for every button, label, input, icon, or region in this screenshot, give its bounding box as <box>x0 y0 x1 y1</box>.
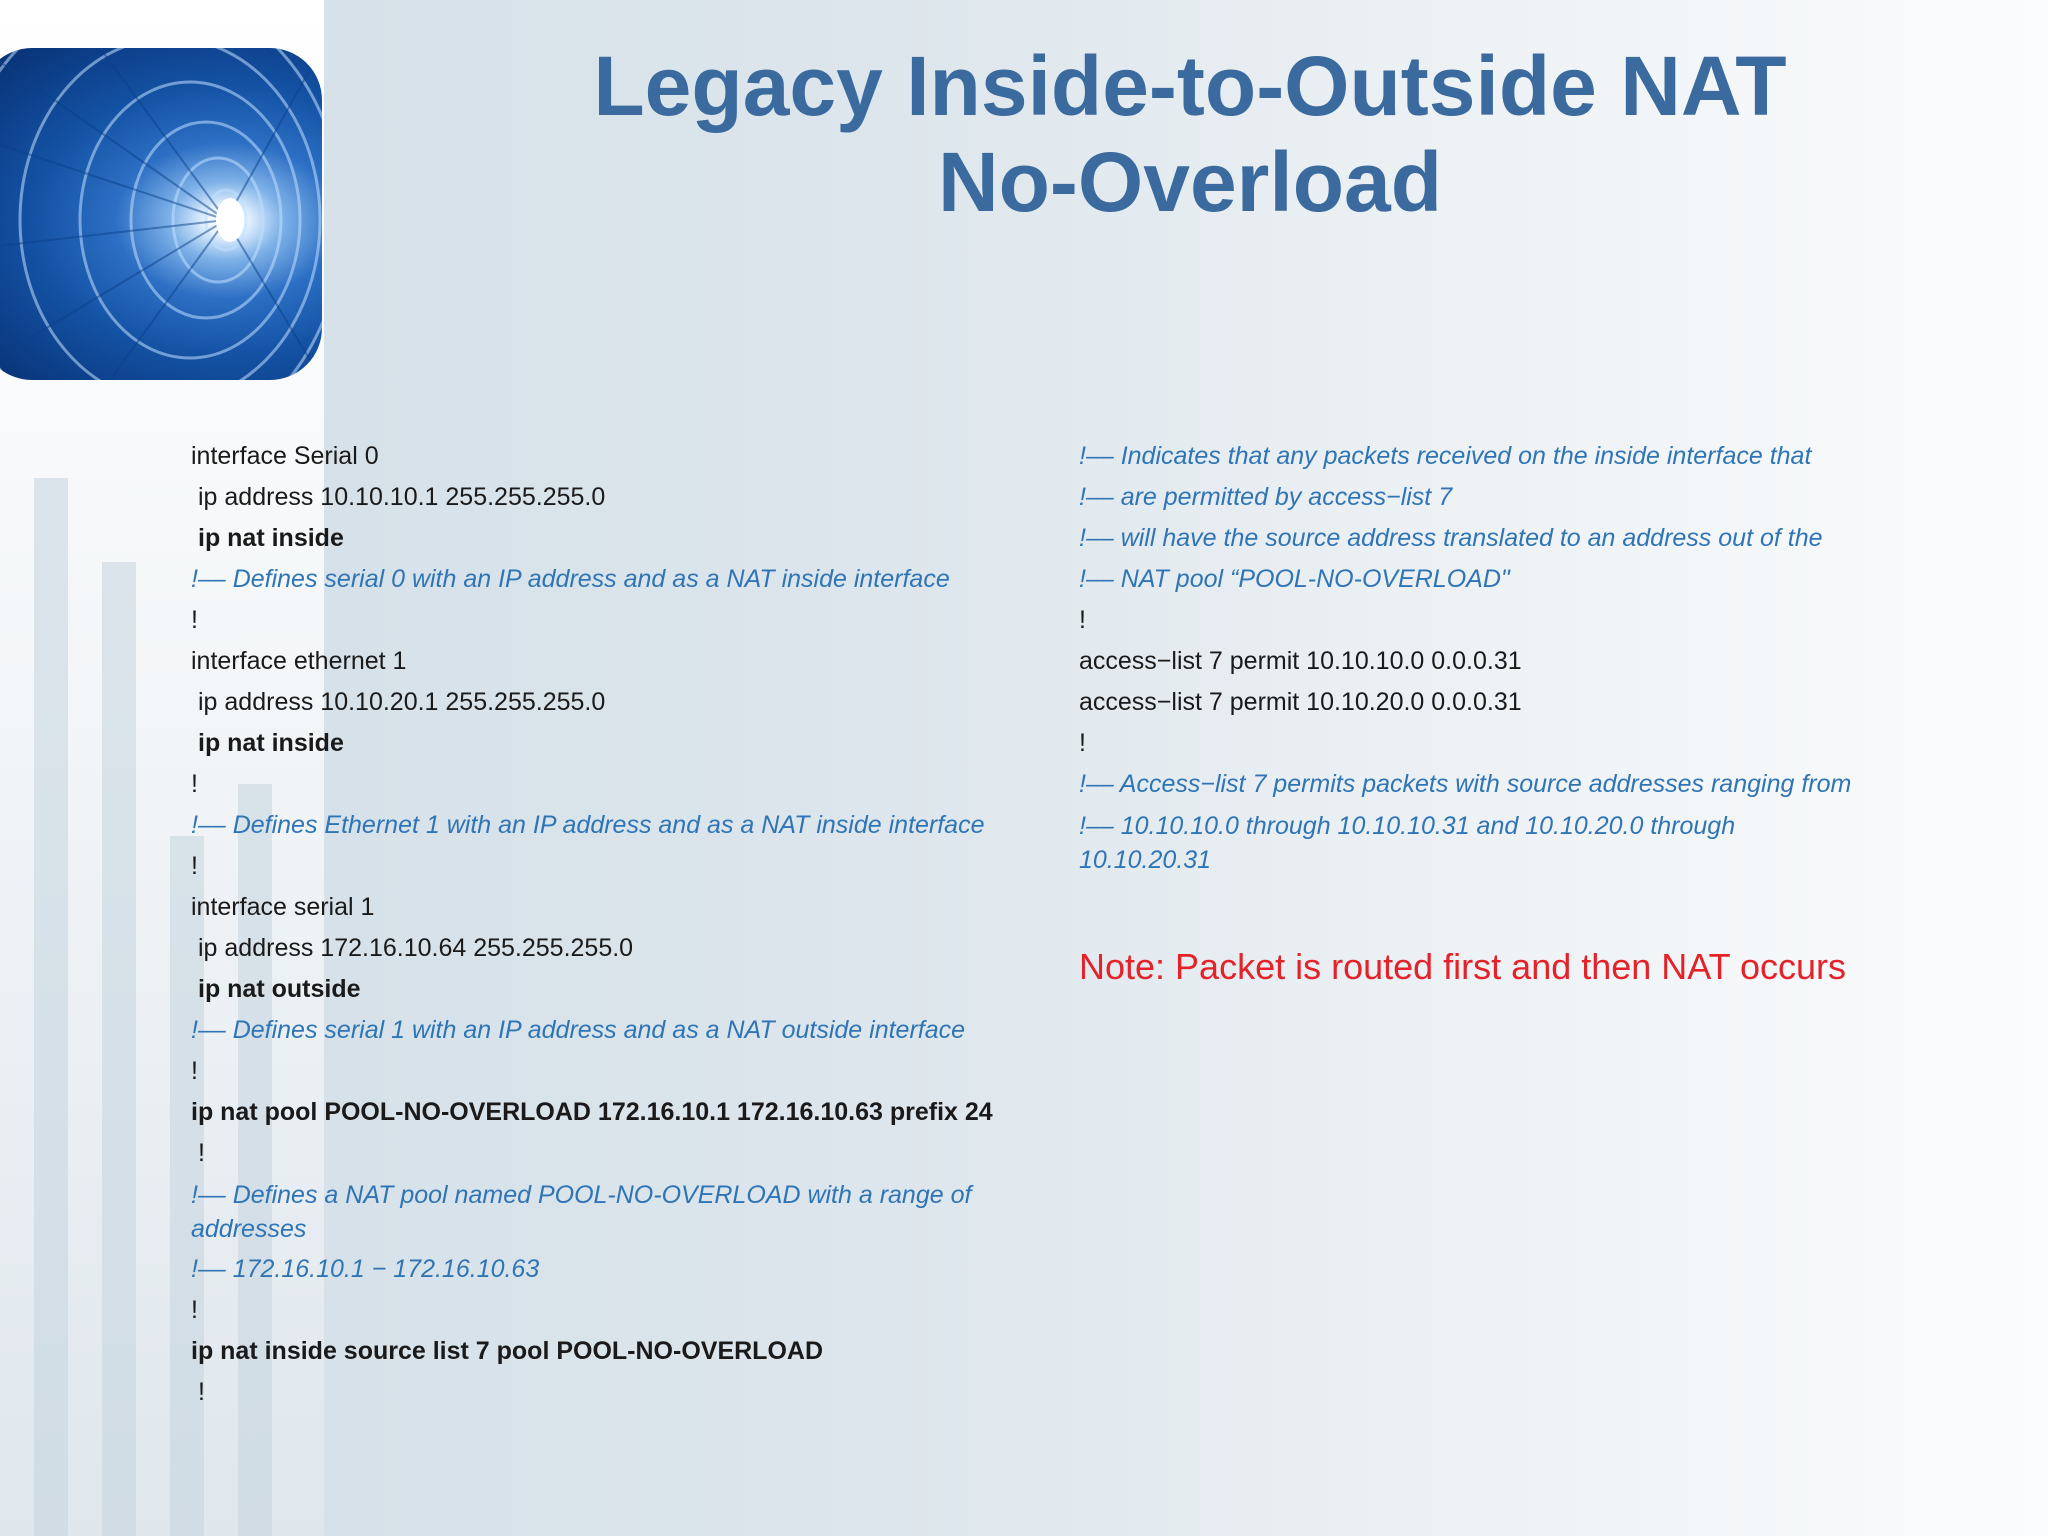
config-command: ip nat pool POOL-NO-OVERLOAD 172.16.10.1 172.16.10.63 prefix 24 <box>191 1098 993 1126</box>
config-comment: !–– Defines serial 0 with an IP address and as a NAT inside interface <box>191 565 950 593</box>
note-text: Note: Packet is routed first and then NAT occurs <box>1079 946 1847 987</box>
config-line: ip address 10.10.20.1 255.255.255.0 <box>198 688 606 716</box>
config-comment: !–– are permitted by access−list 7 <box>1079 483 1453 511</box>
config-line: access−list 7 permit 10.10.10.0 0.0.0.31 <box>1079 647 1522 675</box>
config-line: interface ethernet 1 <box>191 647 407 675</box>
slide-title <box>540 38 1840 230</box>
config-comment: !–– Indicates that any packets received on the inside interface that <box>1079 442 1812 470</box>
config-comment: !–– 10.10.10.0 through 10.10.10.31 and 10.10.20.0 through 10.10.20.31 <box>1079 812 1736 874</box>
config-comment: !–– Defines a NAT pool named POOL-NO-OVERLOAD with a range of addresses <box>191 1181 972 1243</box>
spacer <box>1079 880 1899 946</box>
config-separator: ! <box>191 1296 198 1324</box>
config-separator: ! <box>1079 729 1086 757</box>
config-comment: !–– Defines serial 1 with an IP address and as a NAT outside interface <box>191 1016 966 1044</box>
config-comment: !–– NAT pool “POOL-NO-OVERLOAD" <box>1079 565 1510 593</box>
config-command: ip nat inside <box>198 524 344 552</box>
config-line: ip address 172.16.10.64 255.255.255.0 <box>198 934 634 962</box>
title-line-2: No-Overload <box>937 135 1443 229</box>
config-left-column <box>191 436 1021 1413</box>
config-separator: ! <box>191 1057 198 1085</box>
config-comment: !–– 172.16.10.1 − 172.16.10.63 <box>191 1255 540 1283</box>
config-command: ip nat inside <box>198 729 344 757</box>
config-line: ip address 10.10.10.1 255.255.255.0 <box>198 483 606 511</box>
config-line: interface serial 1 <box>191 893 375 921</box>
title-line-1: Legacy Inside-to-Outside NAT <box>593 39 1787 133</box>
config-command: ip nat inside source list 7 pool POOL-NO-OVERLOAD <box>191 1337 824 1365</box>
config-comment: !–– Access−list 7 permits packets with source addresses ranging from <box>1079 770 1852 798</box>
config-separator: ! <box>191 606 198 634</box>
config-line: access−list 7 permit 10.10.20.0 0.0.0.31 <box>1079 688 1522 716</box>
config-line: interface Serial 0 <box>191 442 379 470</box>
config-separator: ! <box>191 852 198 880</box>
config-separator: ! <box>191 770 198 798</box>
config-comment: !–– Defines Ethernet 1 with an IP address and as a NAT inside interface <box>191 811 985 839</box>
config-separator: ! <box>198 1139 205 1167</box>
config-command: ip nat outside <box>198 975 361 1003</box>
blue-tunnel-logo-icon <box>0 48 322 380</box>
config-right-column <box>1079 436 1899 988</box>
config-separator: ! <box>198 1378 205 1406</box>
config-comment: !–– will have the source address translated to an address out of the <box>1079 524 1823 552</box>
decorative-bar <box>102 562 136 1536</box>
decorative-bar <box>34 478 68 1536</box>
config-separator: ! <box>1079 606 1086 634</box>
